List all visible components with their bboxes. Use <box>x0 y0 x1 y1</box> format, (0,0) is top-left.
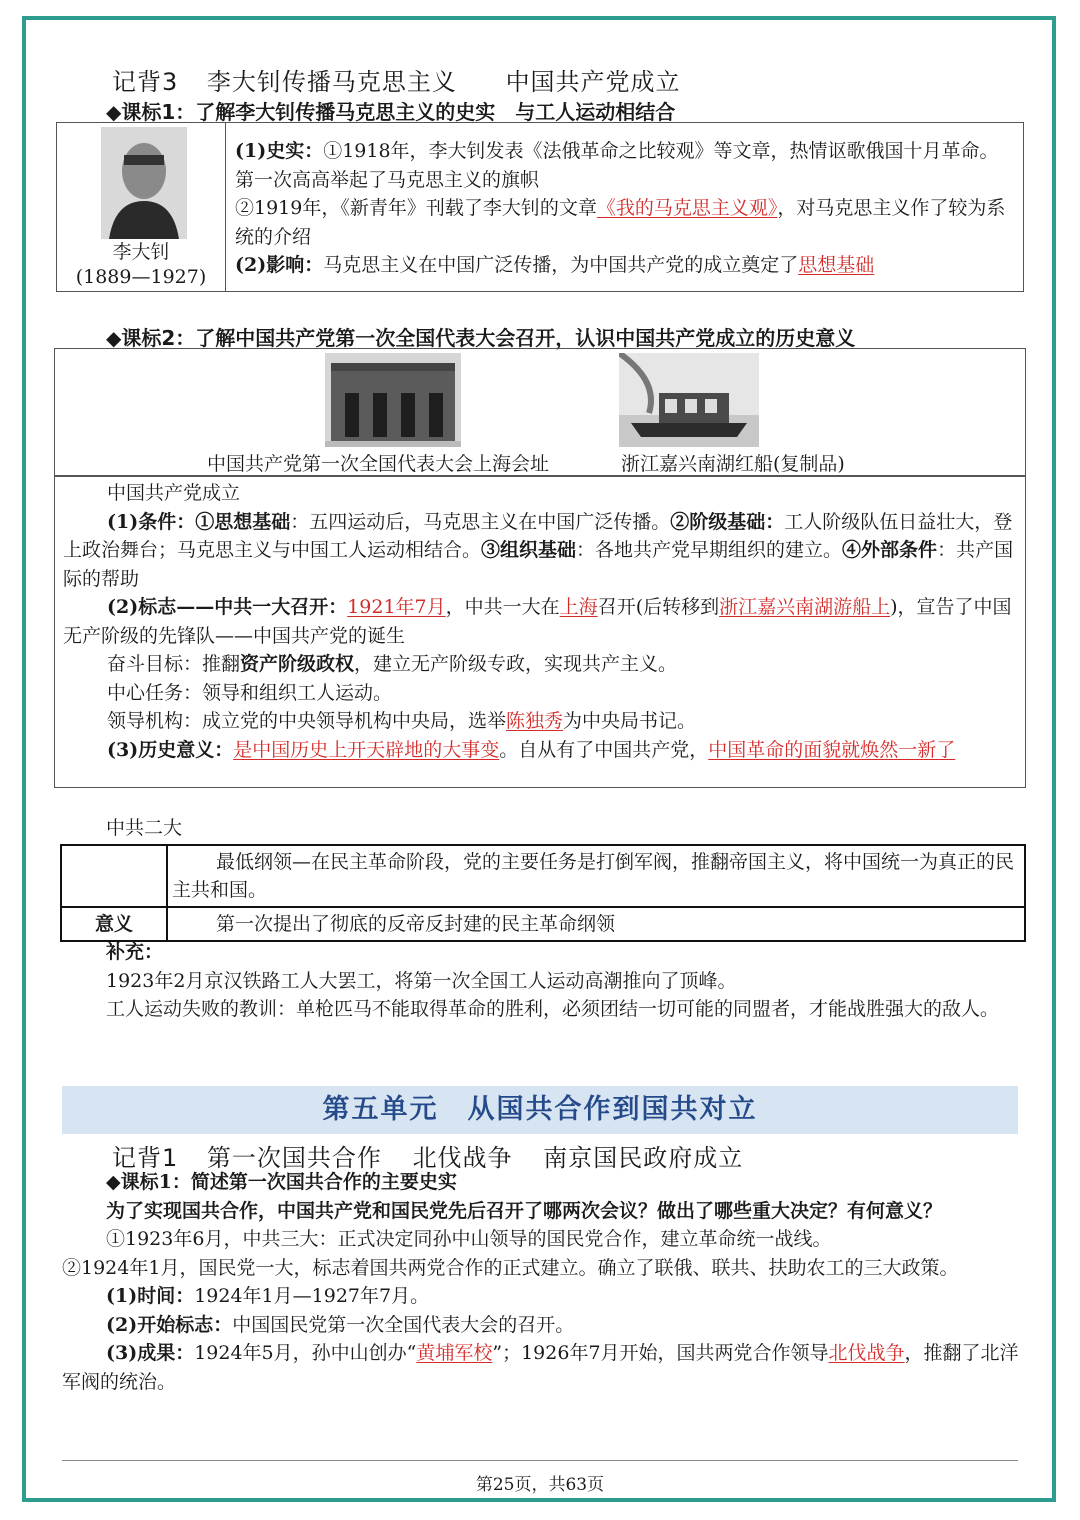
facts-label: (1)史实： <box>235 140 324 162</box>
key-term: 中国革命的面貌就焕然一新了 <box>708 738 956 761</box>
caption-red-boat: 浙江嘉兴南湖红船(复制品) <box>621 453 845 475</box>
facts-text-2a: ②1919年，《新青年》刊载了李大钊的文章 <box>235 197 597 219</box>
key-term: 《我的马克思主义观》 <box>596 197 778 219</box>
result-text: ，推翻了北洋军阀的统治。 <box>62 1342 1019 1393</box>
title-part-3: 南京国民政府成立 <box>543 1144 744 1172</box>
key-term: 思想基础 <box>798 254 875 276</box>
facts-text-2b: ，对马克思主义作了较为系统的介绍 <box>235 197 1006 248</box>
result-para <box>62 1339 1022 1396</box>
key-term: 是中国历史上开天辟地的大事变 <box>233 738 500 761</box>
table-cell <box>61 845 167 907</box>
result-text: 1924年5月，孙中山创办“ <box>194 1342 417 1364</box>
significance-label: (3)历史意义： <box>107 738 234 761</box>
condition-label: ①思想基础 <box>195 510 291 533</box>
section-title-1 <box>112 62 681 97</box>
leadership-text: 为中央局书记。 <box>563 710 697 732</box>
task-para: 中心任务：领导和组织工人运动。 <box>107 681 393 704</box>
mark-text: ，中共一大在 <box>445 596 560 618</box>
condition-label: ②阶级基础： <box>670 510 785 533</box>
title-part-1: 李大钊传播马克思主义 <box>206 68 457 96</box>
mark-text: )，宣告了中国无产阶级的先锋队——中国共产党的诞生 <box>63 596 1012 647</box>
shanghai-site-image <box>325 353 461 447</box>
li-dazhao-box <box>56 122 1024 292</box>
images-box <box>54 348 1026 476</box>
goal-key: 资产阶级政权 <box>240 653 355 675</box>
divider <box>225 123 226 291</box>
time-text: 1924年1月—1927年7月。 <box>194 1285 430 1307</box>
standard-3: ◆课标1：简述第一次国共合作的主要史实 <box>106 1171 457 1193</box>
question: 为了实现国共合作，中国共产党和国民党先后召开了哪两次会议？做出了哪些重大决定？有何意义？ <box>106 1199 943 1222</box>
key-term: 上海 <box>559 596 598 618</box>
key-term: 陈独秀 <box>506 710 564 732</box>
significance-para <box>63 736 1019 765</box>
time-para <box>62 1282 1022 1311</box>
goal-text: 奋斗目标：推翻 <box>107 653 241 675</box>
unit5-content <box>62 1168 1022 1396</box>
table-row <box>61 907 1025 941</box>
key-term: 北伐战争 <box>828 1342 905 1364</box>
portrait-image <box>101 127 187 239</box>
start-text: 中国国民党第一次全国代表大会的召开。 <box>232 1313 575 1336</box>
table-cell: 第一次提出了彻底的反帝反封建的民主革命纲领 <box>167 907 1025 941</box>
footer-divider <box>62 1460 1018 1461</box>
start-label: (2)开始标志： <box>106 1313 233 1336</box>
condition-label: ③组织基础 <box>481 539 577 561</box>
table-row <box>61 845 1025 907</box>
supplement <box>62 938 1022 1024</box>
facts-text-1: ①1918年，李大钊发表《法俄革命之比较观》等文章，热情讴歌俄国十月革命。第一次高高举起了马克思主义的旗帜 <box>235 140 999 191</box>
unit-heading: 第五单元 从国共合作到国共对立 <box>62 1086 1018 1134</box>
key-term: 黄埔军校 <box>416 1342 493 1364</box>
key-term: 1921年7月 <box>347 596 446 618</box>
answer-2: ②1924年1月，国民党一大，标志着国共两党合作的正式建立。确立了联俄、联共、扶助农工的三大政策。 <box>62 1256 959 1279</box>
second-congress-heading: 中共二大 <box>106 817 183 839</box>
supplement-label: 补充： <box>106 941 164 963</box>
result-label: (3)成果： <box>106 1342 195 1364</box>
title-number: 记背1 <box>112 1144 179 1172</box>
supplement-para-2: 工人运动失败的教训：单枪匹马不能取得革命的胜利，必须团结一切可能的同盟者，才能战胜强大的敌人。 <box>106 998 1000 1020</box>
condition-text: 工人阶级队伍日益壮大，登上政治舞台；马克思主义与中国工人运动相结合。 <box>63 510 1013 561</box>
key-term: 浙江嘉兴南湖游船上 <box>719 596 891 618</box>
condition-text: ：共产国际的帮助 <box>63 539 1014 590</box>
influence-label: (2)影响： <box>235 254 324 276</box>
conditions-label: (1)条件： <box>107 510 196 533</box>
answer-1: ①1923年6月，中共三大：正式决定同孙中山领导的国民党合作，建立革命统一战线。 <box>106 1228 832 1250</box>
li-dazhao-content <box>235 137 1015 280</box>
conditions-para <box>63 508 1019 594</box>
condition-label: ④外部条件 <box>842 539 938 561</box>
mark-label: (2)标志——中共一大召开： <box>107 596 348 618</box>
table-cell: 意义 <box>61 907 167 941</box>
cpc-founding-heading: 中国共产党成立 <box>107 482 241 504</box>
standard-1: ◆课标1：了解李大钊传播马克思主义的史实 与工人运动相结合 <box>106 100 676 124</box>
second-congress-table <box>60 844 1026 942</box>
table-cell: 最低纲领—在民主革命阶段，党的主要任务是打倒军阀，推翻帝国主义，将中国统一为真正的民主共和国。 <box>167 845 1025 907</box>
supplement-para-1: 1923年2月京汉铁路工人大罢工，将第一次全国工人运动高潮推向了顶峰。 <box>106 969 737 992</box>
mark-text: 召开(后转移到 <box>597 596 720 618</box>
title-part-2: 中国共产党成立 <box>505 68 681 96</box>
caption-shanghai-site: 中国共产党第一次全国代表大会上海会址 <box>207 453 550 475</box>
facts-para-2 <box>235 194 1015 251</box>
title-number: 记背3 <box>112 68 179 96</box>
page-number: 第25页，共63页 <box>475 1475 605 1495</box>
cpc-founding-content <box>63 479 1019 764</box>
influence-text: 马克思主义在中国广泛传播，为中国共产党的成立奠定了 <box>323 254 799 276</box>
goal-para <box>63 650 1019 679</box>
influence-para <box>235 251 1015 280</box>
leadership-text: 领导机构：成立党的中央领导机构中央局，选举 <box>107 710 507 732</box>
facts-para-1 <box>235 137 1015 194</box>
start-para <box>62 1311 1022 1340</box>
goal-text: ，建立无产阶级专政，实现共产主义。 <box>354 653 678 675</box>
significance-text: 。自从有了中国共产党， <box>499 738 709 761</box>
title-part-1: 第一次国共合作 <box>206 1144 382 1172</box>
result-text: ”；1926年7月开始，国共两党合作领导 <box>492 1342 829 1364</box>
title-part-2: 北伐战争 <box>412 1144 513 1172</box>
portrait-name: 李大钊 <box>112 241 170 263</box>
mark-para <box>63 593 1019 650</box>
portrait-years: (1889—1927) <box>75 266 207 288</box>
condition-text: ：各地共产党早期组织的建立。 <box>576 539 843 561</box>
time-label: (1)时间： <box>106 1285 195 1307</box>
leadership-para <box>63 707 1019 736</box>
standard-2: ◆课标2：了解中国共产党第一次全国代表大会召开，认识中国共产党成立的历史意义 <box>106 326 856 350</box>
cpc-founding-box <box>54 476 1026 788</box>
red-boat-image <box>619 353 759 447</box>
condition-text: ：五四运动后，马克思主义在中国广泛传播。 <box>290 510 671 533</box>
